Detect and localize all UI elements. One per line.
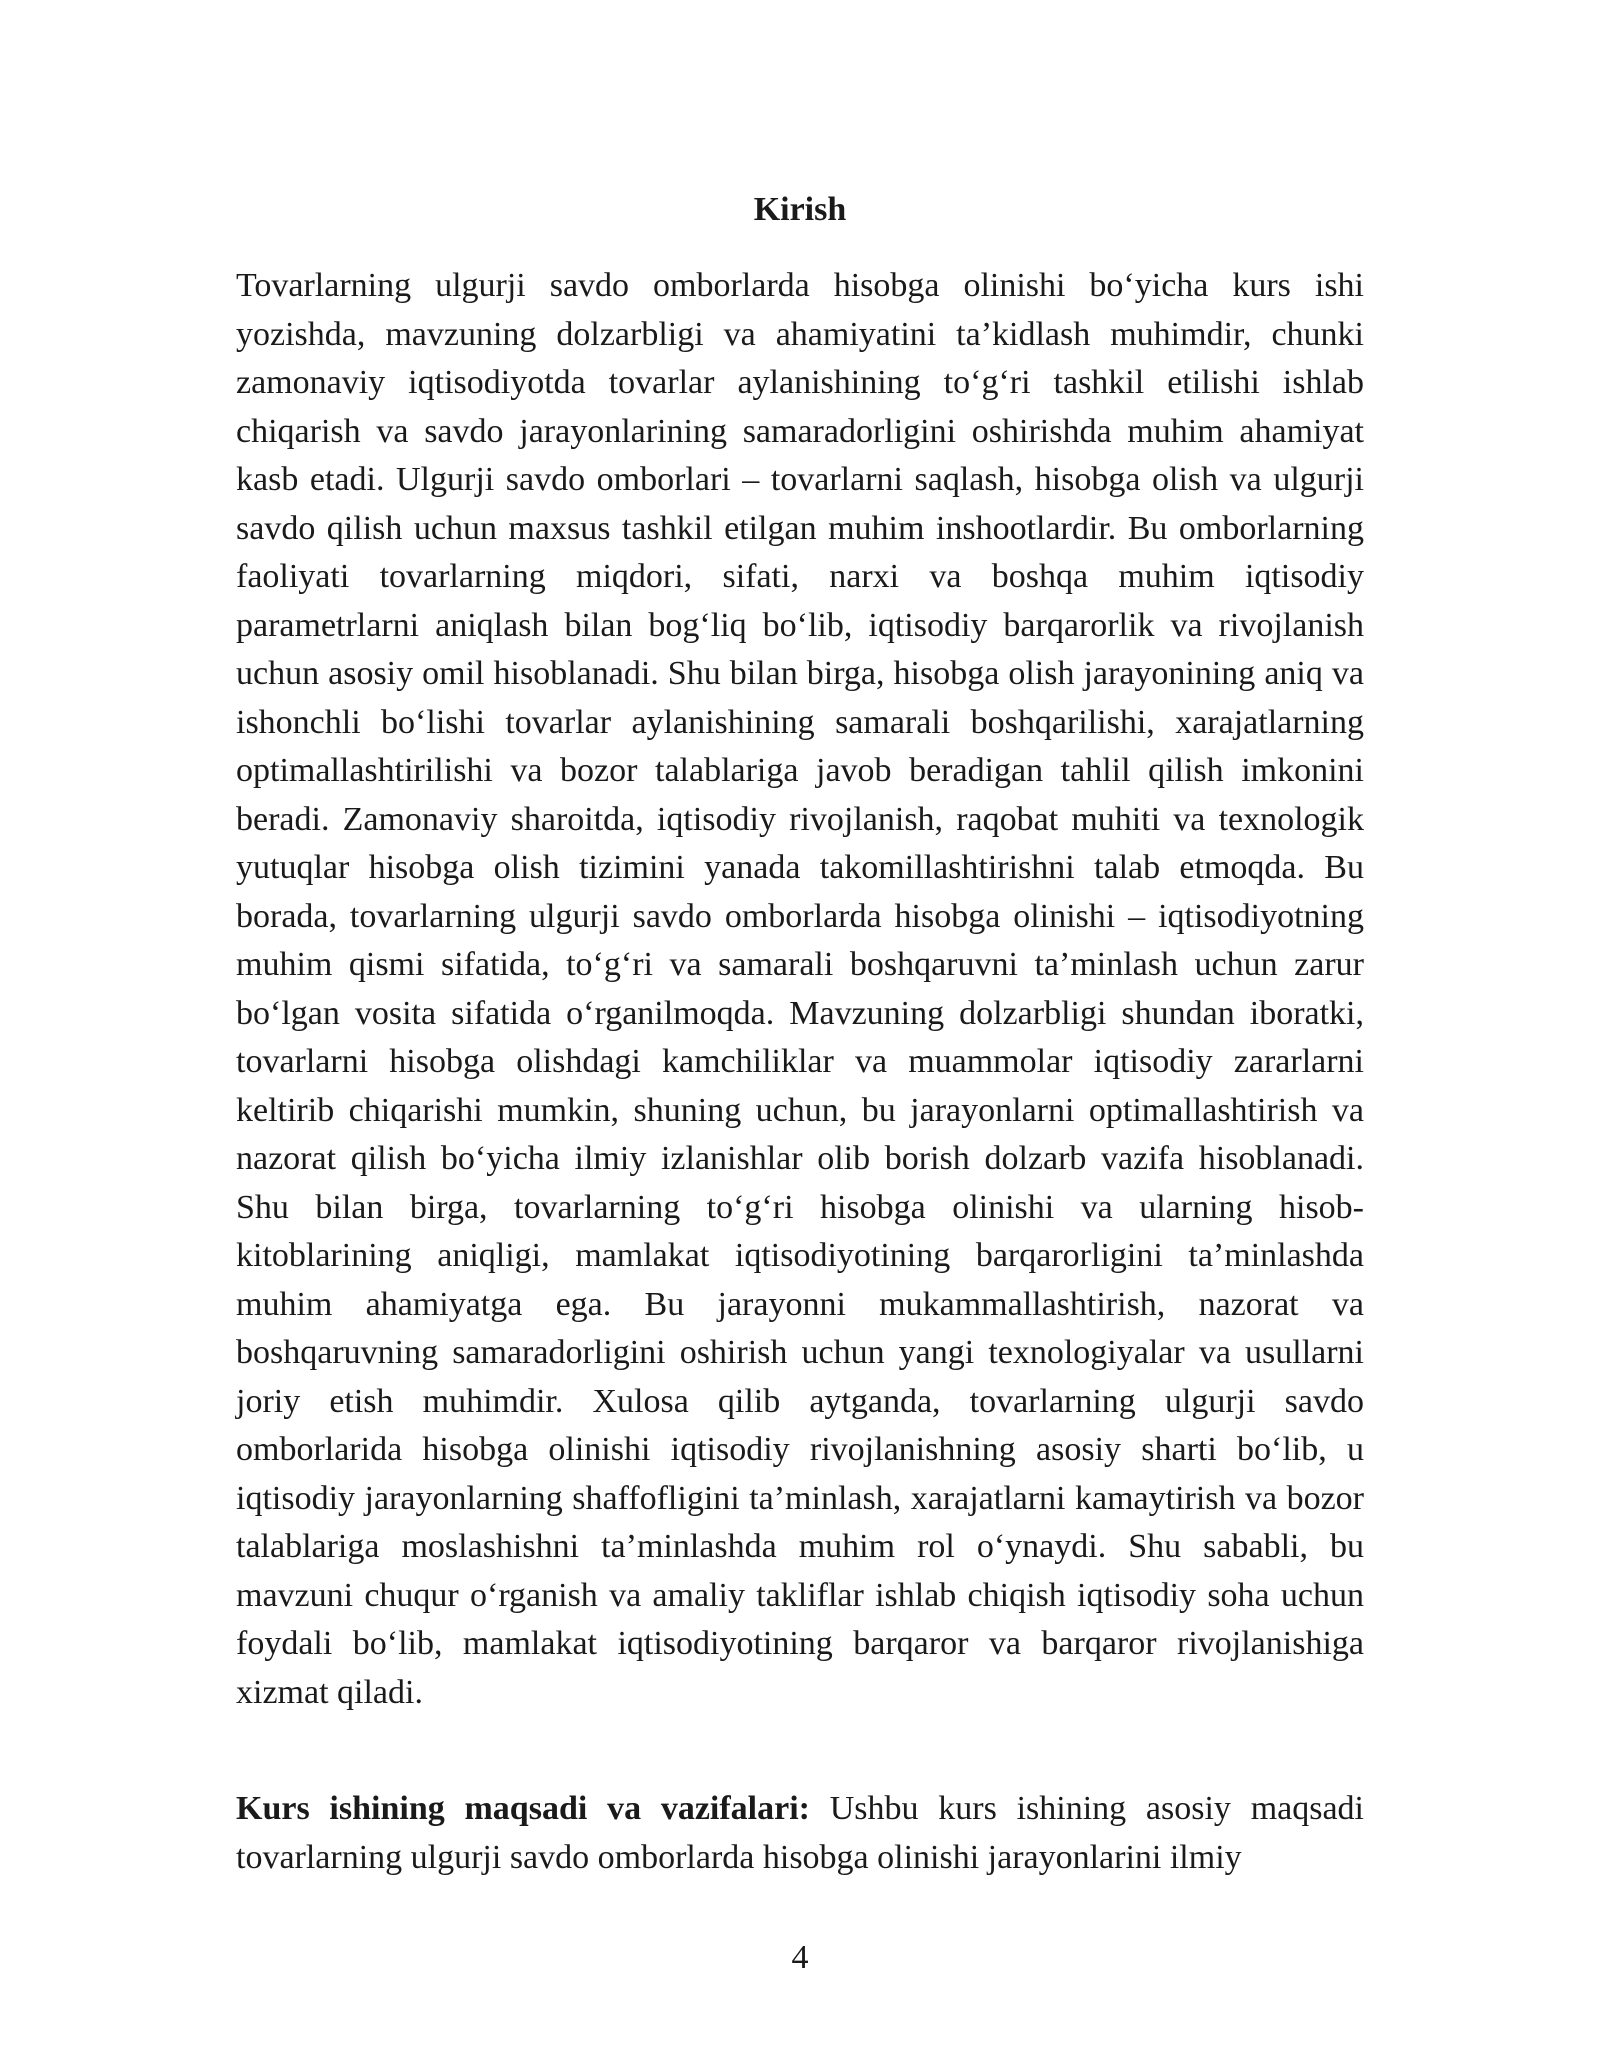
page-title: Kirish — [753, 191, 847, 228]
goals-text: Ushbu kurs ishining asosiy maqsadi tovarlarning ulgurji savdo omborlarda hisobga olinishi jarayonlarini ilmiy — [236, 1790, 1364, 1876]
intro-paragraph: Tovarlarning ulgurji savdo omborlarda hisobga olinishi bo‘yicha kurs ishi yozishda, mavzuning dolzarbligi va ahamiyatini ta’kidlash muhimdir, chunki zamonaviy iqtisodiyotda tovarlar aylanishining to‘g‘ri tashkil etilishi ishlab chiqarish va savdo jarayonlarining samaradorligini oshirishda muhim ahamiyat kasb etadi. Ulgurji savdo omborlari – tovarlarni saqlash, hisobga olish va ulgurji savdo qilish uchun maxsus tashkil etilgan muhim inshootlardir. Bu omborlarning faoliyati tovarlarning miqdori, sifati, narxi va boshqa muhim iqtisodiy parametrlarni aniqlash bilan bog‘liq bo‘lib, iqtisodiy barqarorlik va rivojlanish uchun asosiy omil hisoblanadi. Shu bilan birga, hisobga olish jarayonining aniq va ishonchli bo‘lishi tovarlar aylanishining samarali boshqarilishi, xarajatlarning optimallashtirilishi va bozor talablariga javob beradigan tahlil qilish imkonini beradi. Zamonaviy sharoitda, iqtisodiy rivojlanish, raqobat muhiti va texnologik yutuqlar hisobga olish tizimini yanada takomillashtirishni talab etmoqda. Bu borada, tovarlarning ulgurji savdo omborlarda hisobga olinishi – iqtisodiyotning muhim qismi sifatida, to‘g‘ri va samarali boshqaruvni ta’minlash uchun zarur bo‘lgan vosita sifatida o‘rganilmoqda. Mavzuning dolzarbligi shundan iboratki, tovarlarni hisobga olishdagi kamchiliklar va muammolar iqtisodiy zararlarni keltirib chiqarishi mumkin, shuning uchun, bu jarayonlarni optimallashtirish va nazorat qilish bo‘yicha ilmiy izlanishlar olib borish dolzarb vazifa hisoblanadi. Shu bilan birga, tovarlarning to‘g‘ri hisobga olinishi va ularning hisob-kitoblarining aniqligi, mamlakat iqtisodiyotining barqarorligini ta’minlashda muhim ahamiyatga ega. Bu jarayonni mukammallashtirish, nazorat va boshqaruvning samaradorligini oshirish uchun yangi texnologiyalar va usullarni joriy etish muhimdir. Xulosa qilib aytganda, tovarlarning ulgurji savdo omborlarida hisobga olinishi iqtisodiy rivojlanishning asosiy sharti bo‘lib, u iqtisodiy jarayonlarning shaffofligini ta’minlash, xarajatlarni kamaytirish va bozor talablariga moslashishni ta’minlashda muhim rol o‘ynaydi. Shu sababli, bu mavzuni chuqur o‘rganish va amaliy takliflar ishlab chiqish iqtisodiy soha uchun foydali bo‘lib, mamlakat iqtisodiyotining barqaror va barqaror rivojlanishiga xizmat qiladi. — [236, 267, 1364, 1711]
goals-lead: Kurs ishining maqsadi va vazifalari: — [236, 1790, 810, 1827]
goals-paragraph — [236, 1785, 1364, 1882]
page-number: 4 — [791, 1939, 809, 1976]
